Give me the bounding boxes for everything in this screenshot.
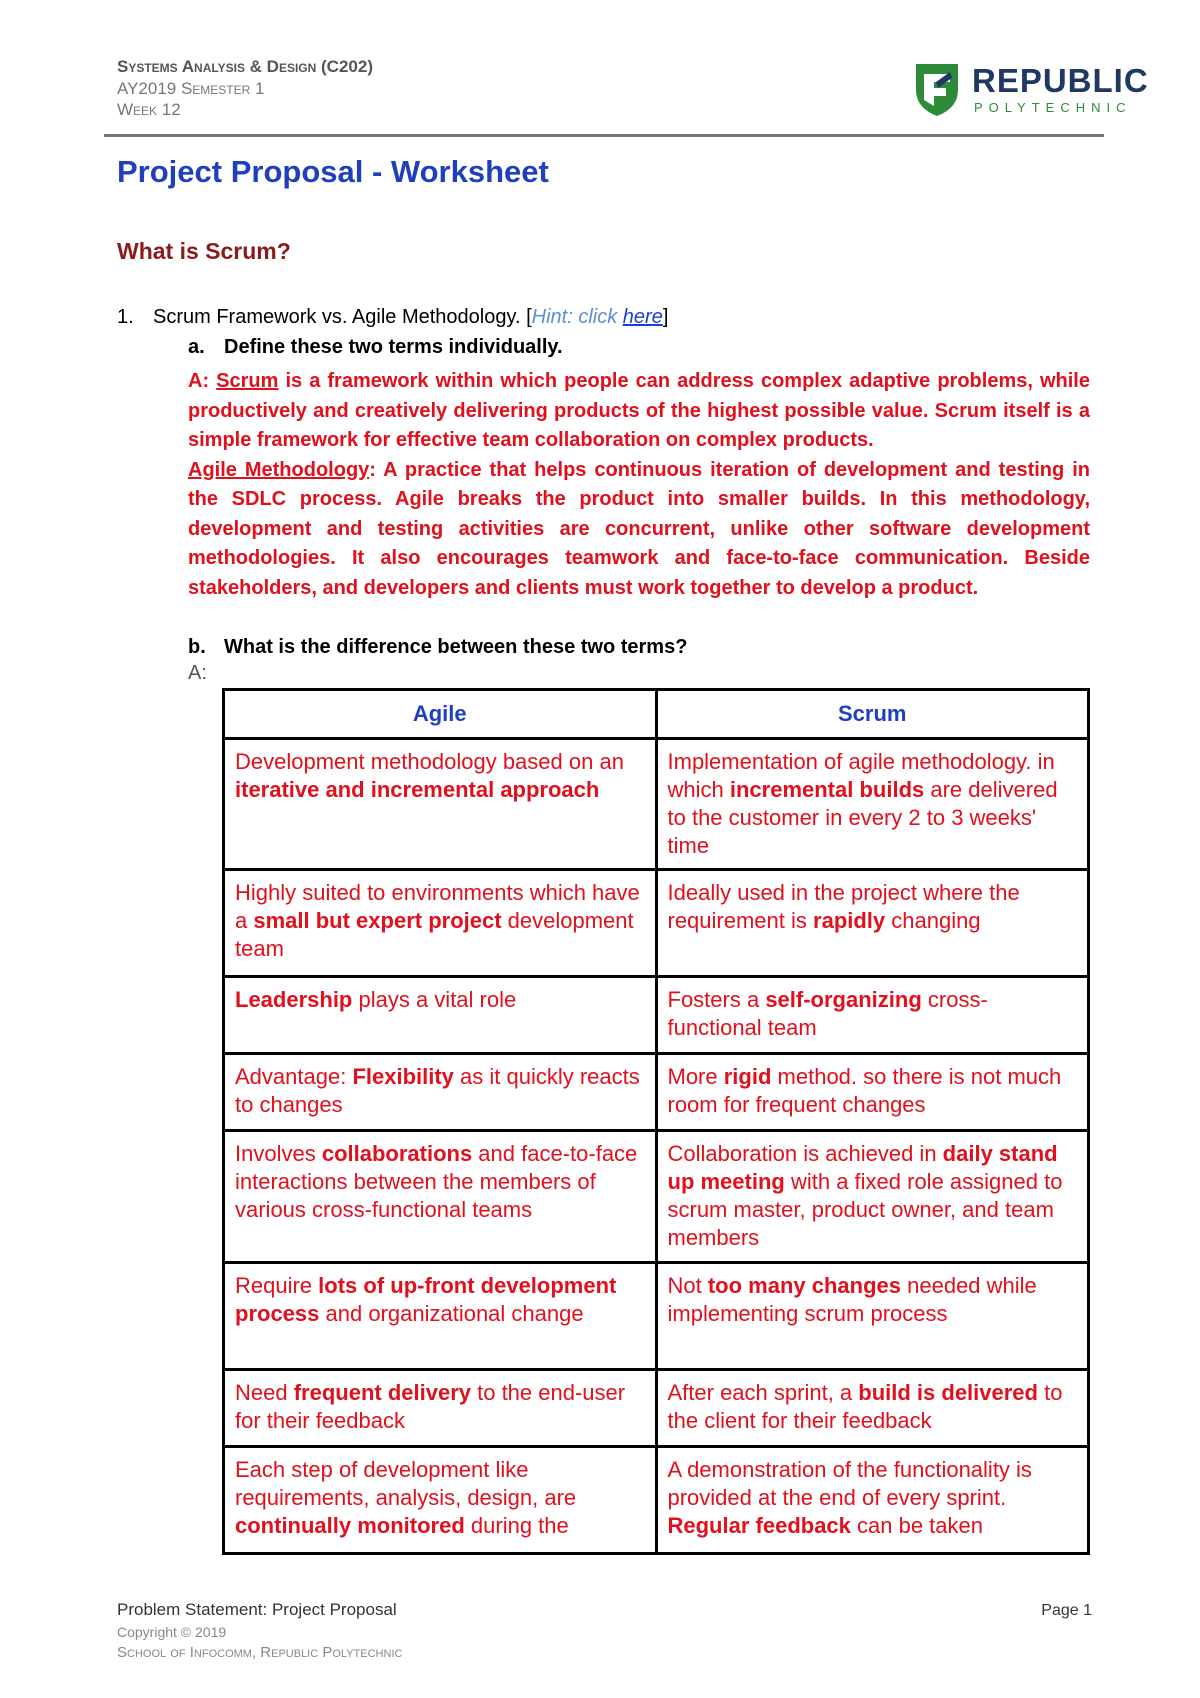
agile-cell bbox=[224, 739, 657, 870]
logo-subtitle: POLYTECHNIC bbox=[974, 100, 1132, 115]
agile-cell-pre: Development methodology based on an bbox=[235, 749, 624, 774]
scrum-cell-post: are delivered to the customer in every 2 to 3 weeks' time bbox=[667, 777, 1058, 858]
agile-cell-pre: Highly suited to environments which have a bbox=[235, 880, 640, 933]
scrum-cell-bold: build is delivered bbox=[858, 1380, 1038, 1405]
scrum-cell-pre: After each sprint, a bbox=[667, 1380, 859, 1405]
week-label: Week 12 bbox=[117, 100, 181, 119]
agile-cell-bold: Flexibility bbox=[352, 1064, 454, 1089]
scrum-cell bbox=[656, 1054, 1089, 1131]
question-text: Define these two terms individually. bbox=[224, 336, 563, 358]
republic-polytechnic-logo bbox=[912, 60, 1149, 122]
footer-school: School of Infocomm, Republic Polytechnic bbox=[117, 1644, 403, 1661]
question-1 bbox=[117, 306, 668, 329]
logo-wordmark: REPUBLIC bbox=[972, 62, 1149, 99]
header-scrum: Scrum bbox=[656, 690, 1089, 739]
agile-cell-bold: lots of up-front development process bbox=[235, 1273, 617, 1326]
scrum-cell bbox=[656, 870, 1089, 977]
comparison-table bbox=[222, 688, 1090, 1555]
agile-cell-bold: frequent delivery bbox=[293, 1380, 471, 1405]
agile-cell bbox=[224, 1370, 657, 1447]
table-row bbox=[224, 739, 1089, 870]
agile-cell bbox=[224, 1263, 657, 1370]
agile-cell-bold: small but expert project bbox=[253, 908, 502, 933]
agile-cell-pre: Involves bbox=[235, 1141, 322, 1166]
scrum-cell-bold: rigid bbox=[723, 1064, 772, 1089]
table-row bbox=[224, 1054, 1089, 1131]
scrum-cell-bold: Regular feedback bbox=[667, 1513, 851, 1538]
agile-cell bbox=[224, 870, 657, 977]
agile-cell bbox=[224, 1054, 657, 1131]
agile-cell bbox=[224, 977, 657, 1054]
agile-term: Agile Methodology bbox=[188, 458, 370, 481]
scrum-cell-post: with a fixed role assigned to scrum master, product owner, and team members bbox=[667, 1169, 1063, 1250]
question-number: 1. bbox=[117, 306, 134, 328]
scrum-cell-post: to the client for their feedback bbox=[667, 1380, 1063, 1433]
scrum-cell-pre: Fosters a bbox=[667, 987, 766, 1012]
table-row bbox=[224, 1447, 1089, 1554]
scrum-term: Scrum bbox=[216, 370, 279, 392]
question-text: What is the difference between these two terms? bbox=[224, 636, 688, 658]
agile-cell-post: plays a vital role bbox=[352, 987, 517, 1012]
answer-1a bbox=[188, 367, 1090, 603]
scrum-cell-pre: More bbox=[667, 1064, 724, 1089]
scrum-cell-bold: daily stand up meeting bbox=[667, 1141, 1058, 1194]
agile-cell-post: as it quickly reacts to changes bbox=[235, 1064, 640, 1117]
agile-cell-post: during the bbox=[464, 1513, 569, 1538]
academic-year: AY2019 Semester 1 bbox=[117, 79, 265, 98]
scrum-cell bbox=[656, 1263, 1089, 1370]
answer-1b-prefix: A: bbox=[188, 662, 207, 684]
agile-cell-bold: iterative and incremental approach bbox=[235, 777, 600, 802]
agile-cell-pre: Each step of development like requirements, analysis, design, are bbox=[235, 1457, 577, 1510]
page-number: Page 1 bbox=[1041, 1602, 1092, 1619]
scrum-cell-post: method. so there is not much room for frequent changes bbox=[667, 1064, 1062, 1117]
title-main: Project Proposal - bbox=[117, 154, 391, 189]
table-header-row bbox=[224, 690, 1089, 739]
scrum-cell bbox=[656, 739, 1089, 870]
scrum-cell-post: cross-functional team bbox=[667, 987, 988, 1040]
scrum-cell-pre: A demonstration of the functionality is provided at the end of every sprint. bbox=[667, 1457, 1032, 1510]
scrum-cell bbox=[656, 1447, 1089, 1554]
header-agile: Agile bbox=[224, 690, 657, 739]
scrum-cell bbox=[656, 1370, 1089, 1447]
footer-title: Problem Statement: Project Proposal bbox=[117, 1600, 397, 1619]
section-heading: What is Scrum? bbox=[117, 238, 291, 264]
agile-cell-post: development team bbox=[235, 908, 634, 961]
scrum-definition: is a framework within which people can address complex adaptive problems, while productively and creatively delivering products of the highest possible value. Scrum itself is a simple framework for effective team collaboration on complex products. bbox=[188, 370, 1090, 451]
document-footer bbox=[117, 1600, 1092, 1661]
scrum-cell-post: changing bbox=[885, 908, 981, 933]
page-title bbox=[117, 154, 549, 190]
agile-cell-bold: continually monitored bbox=[235, 1513, 465, 1538]
table-row bbox=[224, 1131, 1089, 1263]
footer-copyright: Copyright © 2019 bbox=[117, 1624, 227, 1640]
hint-open: [ bbox=[526, 306, 532, 328]
question-1b bbox=[188, 636, 687, 659]
title-sub: Worksheet bbox=[390, 154, 549, 189]
table-row bbox=[224, 977, 1089, 1054]
scrum-cell-bold: self-organizing bbox=[765, 987, 922, 1012]
scrum-cell bbox=[656, 977, 1089, 1054]
hint-text: Hint: click bbox=[531, 306, 623, 328]
scrum-cell-pre: Ideally used in the project where the requirement is bbox=[667, 880, 1020, 933]
question-1a bbox=[188, 336, 563, 359]
scrum-cell bbox=[656, 1131, 1089, 1263]
header-divider bbox=[104, 134, 1104, 137]
agile-cell bbox=[224, 1447, 657, 1554]
scrum-cell-bold: incremental builds bbox=[729, 777, 925, 802]
course-title: Systems Analysis & Design (C202) bbox=[117, 57, 373, 76]
scrum-cell-bold: rapidly bbox=[813, 908, 886, 933]
scrum-cell-pre: Not bbox=[667, 1273, 708, 1298]
agile-cell-bold: collaborations bbox=[321, 1141, 473, 1166]
agile-definition: : A practice that helps continuous iteration of development and testing in the SDLC process. Agile breaks the product into smaller builds. In this methodology, development and testing activities are concurrent, unlike other software development methodologies. It also encourages teamwork and face-to-face communication. Beside stakeholders, and developers and clients must work together to develop a product. bbox=[188, 458, 1090, 599]
scrum-cell-post: needed while implementing scrum process bbox=[667, 1273, 1037, 1326]
hint-close: ] bbox=[662, 306, 669, 328]
question-label: a. bbox=[188, 336, 205, 358]
scrum-cell-bold: too many changes bbox=[707, 1273, 902, 1298]
scrum-cell-pre: Collaboration is achieved in bbox=[667, 1141, 943, 1166]
agile-cell-bold: Leadership bbox=[235, 987, 353, 1012]
agile-cell-post: to the end-user for their feedback bbox=[235, 1380, 626, 1433]
question-text: Scrum Framework vs. Agile Methodology. bbox=[153, 306, 521, 328]
table-row bbox=[224, 870, 1089, 977]
scrum-cell-post: can be taken bbox=[850, 1513, 984, 1538]
agile-cell-pre: Advantage: bbox=[235, 1064, 353, 1089]
answer-prefix: A: bbox=[188, 370, 217, 392]
hint-link[interactable]: here bbox=[622, 306, 663, 328]
agile-cell-post: and organizational change bbox=[319, 1301, 584, 1326]
agile-cell-post: and face-to-face interactions between the members of various cross-functional teams bbox=[235, 1141, 638, 1222]
agile-cell-pre: Require bbox=[235, 1273, 319, 1298]
agile-cell bbox=[224, 1131, 657, 1263]
question-label: b. bbox=[188, 636, 206, 658]
document-header bbox=[117, 56, 1149, 134]
table-row bbox=[224, 1263, 1089, 1370]
logo-shield-icon bbox=[912, 60, 962, 118]
table-row bbox=[224, 1370, 1089, 1447]
agile-cell-pre: Need bbox=[235, 1380, 294, 1405]
scrum-cell-pre: Implementation of agile methodology. in which bbox=[667, 749, 1055, 802]
